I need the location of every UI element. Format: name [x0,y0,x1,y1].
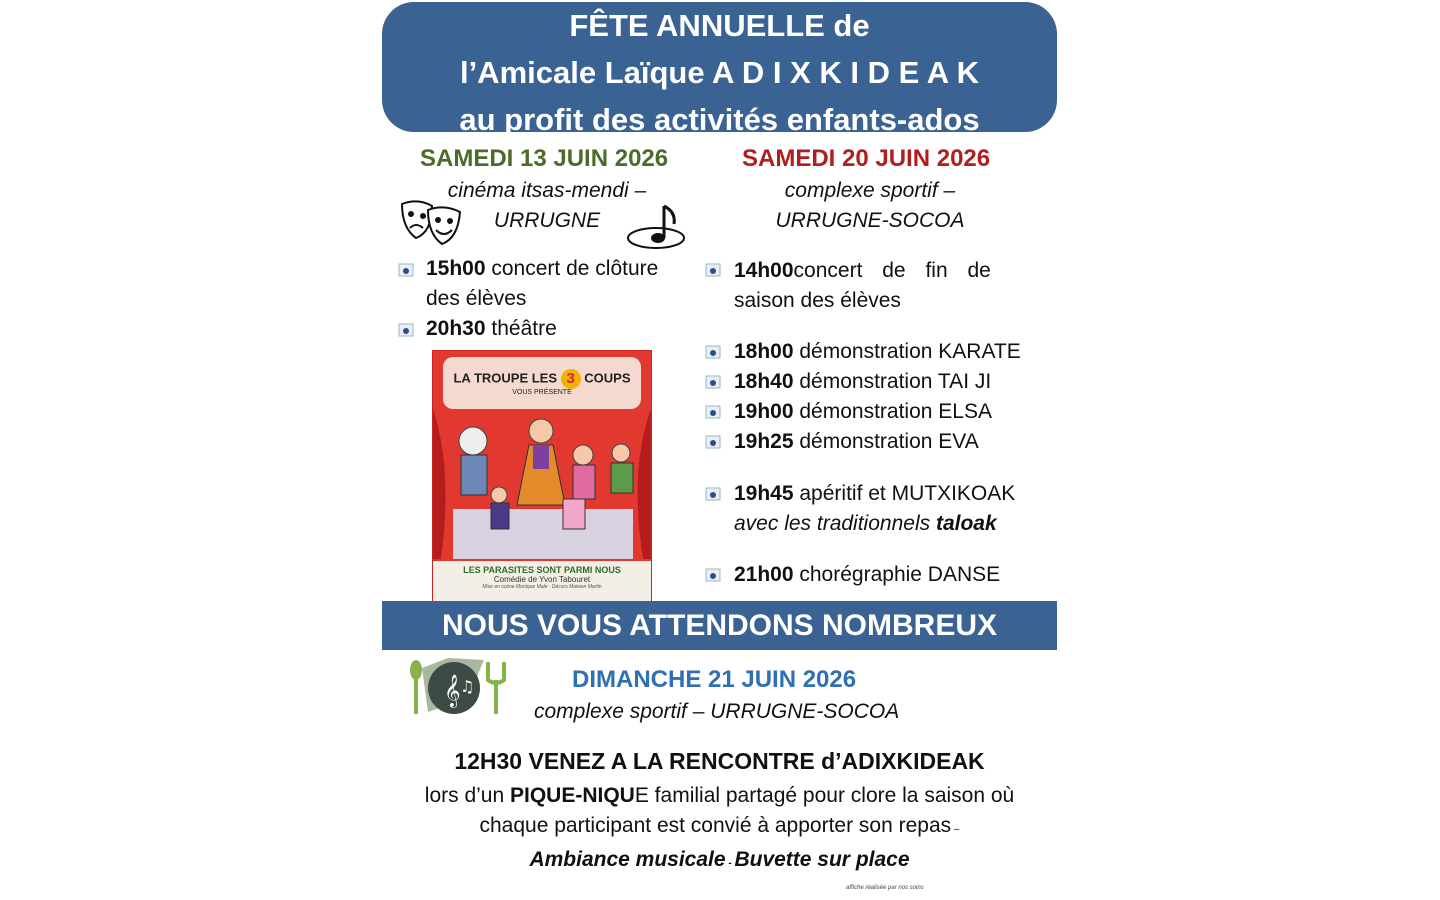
item-text: chorégraphie DANSE [793,563,1001,586]
venue-line-2: URRUGNE-SOCOA [775,209,965,232]
desc-dash: – [951,824,960,835]
item-time: 21h00 [734,563,794,586]
saturday-13-date: SAMEDI 13 JUIN 2026 [420,145,669,172]
desc-part-c: E familial partagé pour clore la saison où [634,784,1015,807]
venue-line-2: URRUGNE [493,209,601,232]
troupe-name: LA TROUPE LES [453,370,558,386]
bullet-icon [705,568,721,582]
bullet-icon [705,487,721,501]
schedule-item-1945 [734,479,1015,539]
venue-line-1: cinéma itsas-mendi – [447,179,647,202]
item-text: démonstration TAI JI [793,370,992,393]
item-time: 20h30 [426,317,486,340]
ambiance-text: Ambiance musicale [529,848,726,871]
bullet-icon [398,323,414,337]
theatre-poster-image [432,350,652,602]
attendance-banner: NOUS VOUS ATTENDONS NOMBREUX [382,601,1057,650]
troupe-name-end: COUPS [584,370,631,386]
picnic-music-icon [408,658,512,718]
item-text-2: des élèves [426,287,527,310]
bullet-icon [705,345,721,359]
schedule-item-1800 [734,337,1021,367]
schedule-item-2100 [734,560,1000,590]
item-text: apéritif et MUTXIKOAK [793,482,1016,505]
item-text-2: avec les traditionnels [734,512,936,535]
theatre-illustration [433,409,651,559]
saturday-20-venue [738,176,1002,236]
svg-text:♫: ♫ [460,677,475,696]
poster-footer [433,561,651,601]
play-credits: Mise en scène Monique Male · Décors Maiwen Martin [482,584,602,590]
theatre-masks-icon [398,198,464,248]
bullet-icon [705,405,721,419]
item-time: 19h25 [734,430,794,453]
bullet-icon [705,435,721,449]
header-line-3: au profit des activités enfants-ados [459,102,980,137]
presents-text: VOUS PRÉSENTE [512,389,572,396]
item-time: 14h00 [734,259,794,282]
header-line-2: l’Amicale Laïque A D I X K I D E A K [459,55,980,90]
item-time: 19h45 [734,482,794,505]
picnic-description [382,781,1057,879]
poster-banner [443,357,641,409]
schedule-item-1925 [734,427,979,457]
venue-line-1: complexe sportif – [784,179,956,202]
play-author: Comédie de Yvon Tabouret [493,575,591,584]
item-text-2: saison des élèves [734,289,901,312]
item-time: 15h00 [426,257,486,280]
taloak-text: taloak [935,512,997,535]
schedule-item-1400 [734,256,1037,316]
item-time: 18h40 [734,370,794,393]
schedule-item-1900 [734,397,992,427]
item-time: 19h00 [734,400,794,423]
item-text: concert de fin de [793,259,991,282]
meet-heading: 12H30 VENEZ A LA RENCONTRE d’ADIXKIDEAK [454,748,985,774]
desc-line-2: chaque participant est convié à apporter son repas [479,814,952,837]
schedule-item-2030 [426,314,557,344]
ambiance-dash: - [725,858,735,869]
event-poster [382,0,1057,900]
desc-part-a: lors d’un [424,784,510,807]
saturday-20-date: SAMEDI 20 JUIN 2026 [742,145,991,172]
three-badge: 3 [561,369,581,389]
item-text: théâtre [485,317,557,340]
item-text: démonstration ELSA [793,400,992,423]
item-text: démonstration EVA [793,430,979,453]
bullet-icon [705,375,721,389]
svg-text:𝄞: 𝄞 [444,674,461,707]
play-title: LES PARASITES SONT PARMI NOUS [463,565,621,575]
music-note-icon [626,198,688,254]
bullet-icon [398,263,414,277]
header-line-1: FÊTE ANNUELLE de [569,8,870,43]
sunday-venue: complexe sportif – URRUGNE-SOCOA [534,700,900,723]
buvette-text: Buvette sur place [734,848,910,871]
bullet-icon [705,263,721,277]
desc-part-b: PIQUE-NIQU [510,784,635,807]
item-text: concert de clôture [485,257,659,280]
schedule-item-1840 [734,367,991,397]
item-time: 18h00 [734,340,794,363]
schedule-item-1500 [426,254,702,314]
poster-header [382,2,1057,137]
poster-credit: affiche réalisée par nos soins [846,885,924,891]
item-text: démonstration KARATE [793,340,1021,363]
sunday-date: DIMANCHE 21 JUIN 2026 [572,666,857,693]
